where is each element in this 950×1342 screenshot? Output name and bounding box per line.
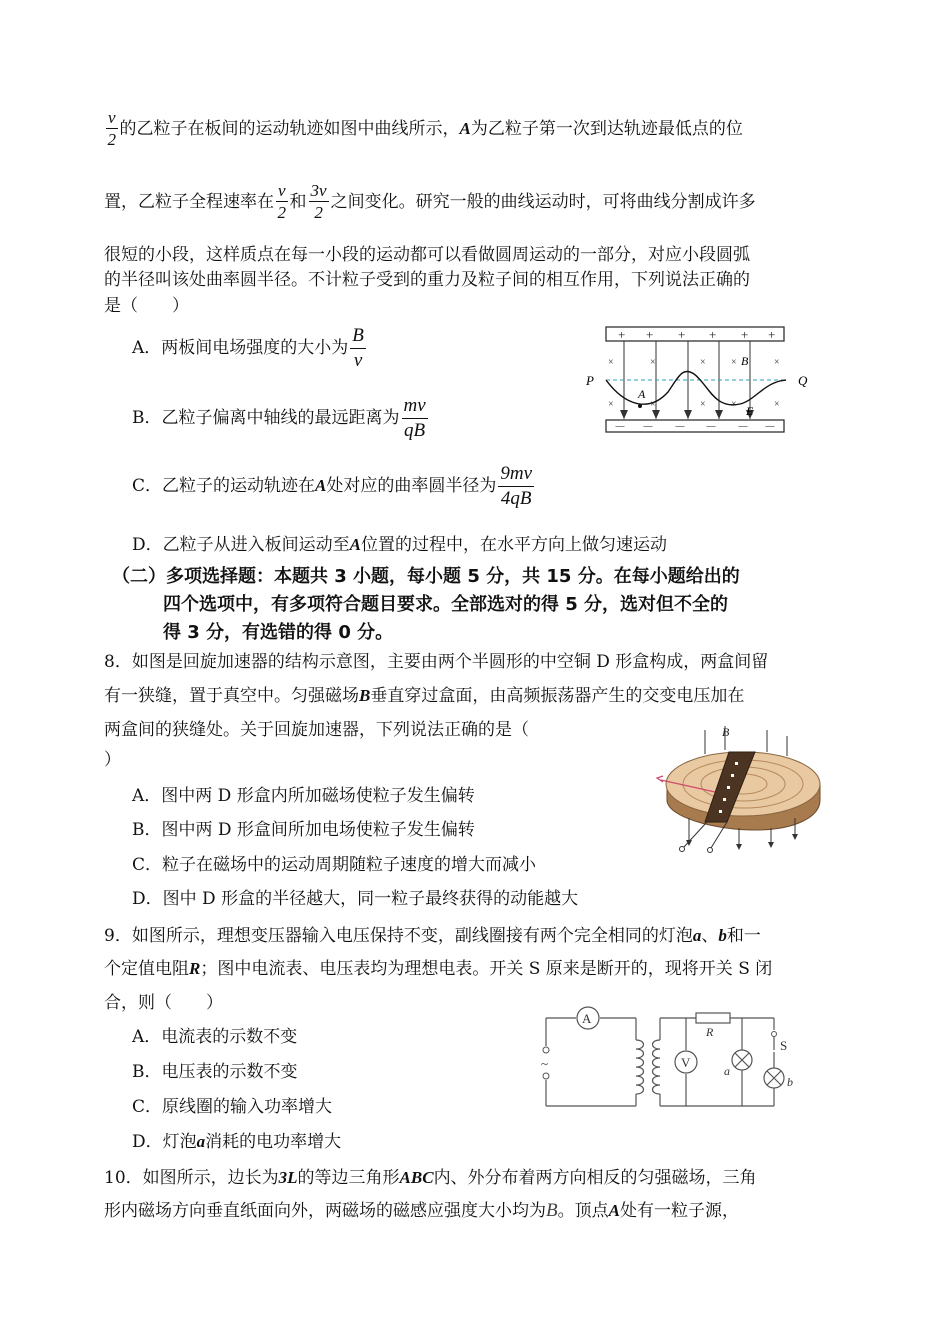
q9-option-b: B．电压表的示数不变 — [132, 1062, 298, 1082]
section-heading: （二）多项选择题：本题共 3 小题，每小题 5 分，共 15 分。在每小题给出的 — [112, 566, 740, 587]
q8-option-c: C．粒子在磁场中的运动周期随粒子速度的增大而减小 — [132, 855, 537, 875]
svg-text:V: V — [681, 1055, 691, 1070]
q8-line-2: 有一狭缝，置于真空中。匀强磁场B垂直穿过盒面，由高频振荡器产生的交变电压加在 — [104, 686, 745, 706]
q8-option-b: B．图中两 D 形盒间所加电场使粒子发生偏转 — [132, 820, 475, 840]
svg-text:Q: Q — [798, 373, 808, 388]
svg-text:－: － — [705, 420, 718, 434]
svg-text:－: － — [614, 420, 627, 434]
q9-line-3: 合，则（ ） — [104, 993, 223, 1013]
input-terminal — [543, 1047, 549, 1053]
svg-text:b: b — [787, 1075, 793, 1089]
svg-text:E: E — [746, 404, 754, 418]
svg-text:×: × — [608, 357, 614, 368]
q8-line-3: 两盒间的狭缝处。关于回旋加速器，下列说法正确的是（ — [104, 720, 529, 740]
svg-text:×: × — [774, 399, 780, 410]
q10-line-2: 形内磁场方向垂直纸面向外，两磁场的磁感应强度大小均为B。顶点A处有一粒子源， — [104, 1200, 739, 1221]
svg-text:+: + — [678, 327, 686, 342]
q8-line-4: ） — [104, 750, 121, 770]
svg-text:×: × — [700, 399, 706, 410]
q9-option-d: D．灯泡a消耗的电功率增大 — [132, 1132, 342, 1152]
point-a-dot — [638, 404, 642, 408]
svg-text:－: － — [642, 420, 655, 434]
q7-line-4: 的半径叫该处曲率圆半径。不计粒子受到的重力及粒子间的相互作用，下列说法正确的 — [104, 270, 750, 290]
fraction: $\frac{mv}{qB}$ — [403, 395, 426, 441]
svg-text:R: R — [706, 1025, 714, 1039]
svg-text:+: + — [768, 327, 776, 342]
svg-text:+: + — [618, 327, 626, 342]
svg-text:B: B — [722, 725, 730, 739]
q9-line-1: 9．如图所示，理想变压器输入电压保持不变，副线圈接有两个完全相同的灯泡a、b和一 — [104, 926, 761, 946]
svg-text:+: + — [741, 327, 749, 342]
q7-option-c: C．乙粒子的运动轨迹在A处对应的曲率圆半径为 $\frac{9mv}{4qB}$ — [132, 463, 533, 509]
q7-option-d: D．乙粒子从进入板间运动至A位置的过程中，在水平方向上做匀速运动 — [132, 535, 667, 555]
fraction: $\frac{v}{2}$ — [107, 108, 117, 149]
q7-line-2: 置，乙粒子全程速率在 $\frac{v}{2}$ 和 $\frac{3v}{2}$ 之间变化。研究一般的曲线运动时，可将曲线分割成许多 — [104, 181, 756, 222]
fraction: $\frac{9mv}{4qB}$ — [500, 463, 533, 509]
top-plate — [606, 327, 784, 341]
input-terminal — [543, 1073, 549, 1079]
q7-option-a: A．两板间电场强度的大小为 $\frac{B}{v}$ — [132, 325, 364, 371]
svg-text:~: ~ — [541, 1056, 549, 1071]
q8-option-d: D．图中 D 形盒的半径越大，同一粒子最终获得的动能越大 — [132, 889, 579, 909]
q9-option-a: A．电流表的示数不变 — [132, 1027, 298, 1047]
section-heading-line-2: 四个选项中，有多项符合题目要求。全部选对的得 5 分，选对但不全的 — [163, 594, 729, 615]
svg-text:×: × — [774, 357, 780, 368]
primary-circuit — [546, 1018, 636, 1106]
q7-line-3: 很短的小段，这样质点在每一小段的运动都可以看做圆周运动的一部分，对应小段圆弧 — [104, 245, 750, 265]
transformer-circuit-figure — [536, 1000, 806, 1112]
field-arrows — [620, 410, 754, 419]
svg-text:A: A — [638, 387, 646, 401]
svg-text:－: － — [674, 420, 687, 434]
svg-text:P: P — [586, 373, 594, 388]
q8-line-1: 8．如图是回旋加速器的结构示意图，主要由两个半圆形的中空铜 D 形盒构成，两盒间留 — [104, 652, 769, 672]
fraction: $\frac{v}{2}$ — [277, 181, 287, 222]
fraction: $\frac{B}{v}$ — [352, 325, 364, 371]
primary-coil — [636, 1040, 644, 1094]
svg-text:×: × — [731, 357, 737, 368]
section-heading-line-3: 得 3 分，有选错的得 0 分。 — [163, 622, 394, 643]
svg-text:－: － — [764, 420, 777, 434]
svg-text:×: × — [608, 399, 614, 410]
svg-text:A: A — [582, 1011, 592, 1026]
svg-text:a: a — [724, 1064, 730, 1078]
trajectory-curve — [606, 371, 786, 404]
secondary-coil — [653, 1040, 661, 1094]
svg-text:×: × — [650, 357, 656, 368]
svg-text:+: + — [646, 327, 654, 342]
svg-text:B: B — [741, 354, 749, 368]
svg-text:×: × — [650, 399, 656, 410]
q7-line-5: 是（ ） — [104, 296, 189, 316]
svg-text:+: + — [709, 327, 717, 342]
q7-line-1: $\frac{v}{2}$ 的乙粒子在板间的运动轨迹如图中曲线所示，A为乙粒子第一次到达轨迹最低点的位 — [107, 108, 743, 149]
bottom-plate — [606, 420, 784, 432]
q8-option-a: A．图中两 D 形盒内所加磁场使粒子发生偏转 — [132, 786, 475, 806]
svg-text:S: S — [780, 1038, 788, 1053]
q9-line-2: 个定值电阻R；图中电流表、电压表均为理想电表。开关 S 原来是断开的，现将开关 S 闭 — [104, 959, 773, 979]
resistor-r — [696, 1013, 730, 1023]
q7-plates-figure — [578, 322, 818, 437]
switch-s — [772, 1032, 777, 1037]
q9-option-c: C．原线圈的输入功率增大 — [132, 1097, 333, 1117]
q7-option-b: B．乙粒子偏离中轴线的最远距离为 $\frac{mv}{qB}$ — [132, 395, 426, 441]
fraction: $\frac{3v}{2}$ — [310, 181, 327, 222]
cyclotron-figure — [655, 722, 830, 854]
svg-text:×: × — [731, 399, 737, 410]
svg-text:－: － — [737, 420, 750, 434]
q10-line-1: 10．如图所示，边长为3L的等边三角形ABC内、外分布着两方向相反的匀强磁场，三角 — [104, 1168, 757, 1188]
svg-text:×: × — [700, 357, 706, 368]
